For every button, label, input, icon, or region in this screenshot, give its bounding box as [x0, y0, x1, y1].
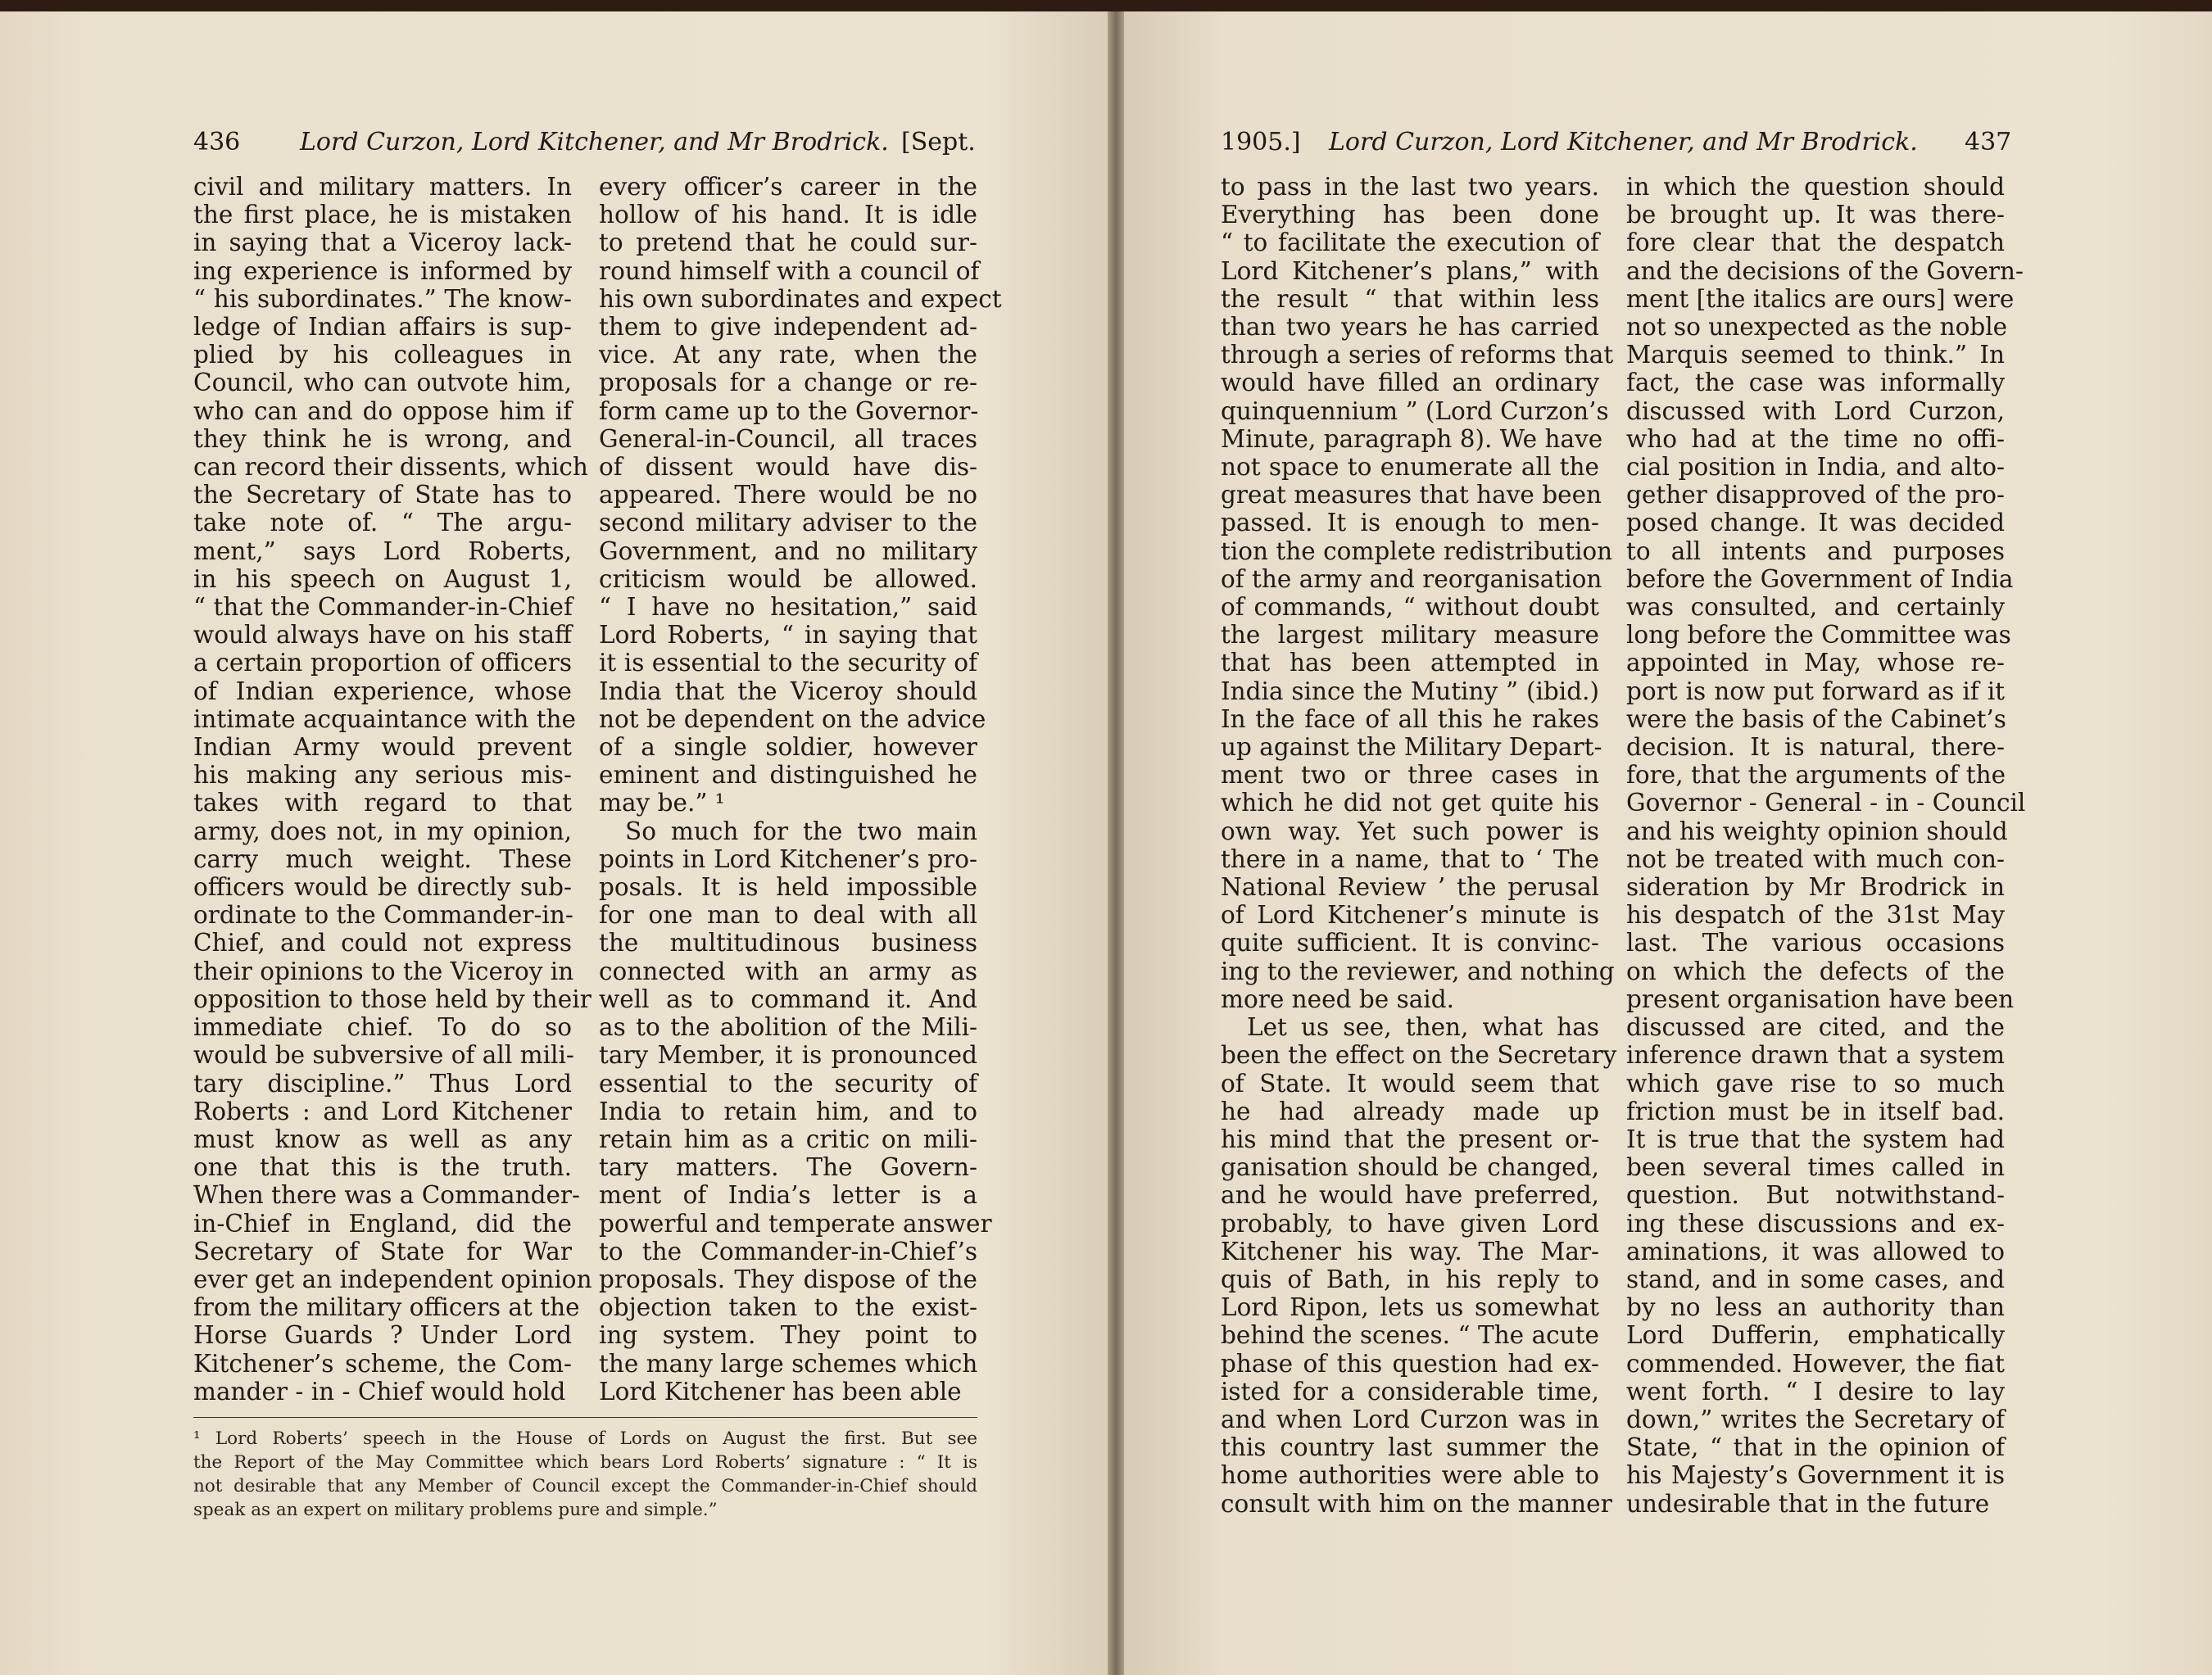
- text-line: went forth. “ I desire to lay: [1626, 1377, 2005, 1406]
- text-line: round himself with a council of: [599, 256, 980, 285]
- text-line: discussed are cited, and the: [1626, 1013, 2005, 1042]
- right-page-header: [1116, 124, 2212, 161]
- text-line: Kitchener’s scheme, the Com-: [193, 1349, 572, 1378]
- text-line: to pretend that he could sur-: [599, 229, 977, 257]
- text-line: down,” writes the Secretary of: [1626, 1405, 2005, 1433]
- text-line: Lord Roberts, “ in saying that: [599, 621, 977, 650]
- text-line: Government, and no military: [599, 536, 977, 565]
- text-line: isted for a considerable time,: [1221, 1377, 1599, 1406]
- text-line: the first place, he is mistaken: [193, 201, 572, 229]
- text-line: “ to facilitate the execution of: [1221, 229, 1599, 257]
- text-line: Governor - General - in - Council: [1626, 789, 2026, 817]
- text-line: Roberts : and Lord Kitchener: [193, 1097, 572, 1125]
- text-line: ¹ Lord Roberts’ speech in the House of Lords on August the first. But see: [193, 1428, 977, 1449]
- text-line: more need be said.: [1221, 985, 1454, 1013]
- text-line: the Report of the May Committee which bears Lord Roberts’ signature : “ It is: [193, 1452, 977, 1473]
- text-line: ing to the reviewer, and nothing: [1221, 957, 1615, 985]
- text-line: gether disapproved of the pro-: [1626, 481, 2005, 509]
- text-line: vice. At any rate, when the: [599, 341, 977, 369]
- text-line: through a series of reforms that: [1221, 341, 1614, 369]
- text-line: intimate acquaintance with the: [193, 704, 577, 733]
- text-line: his Majesty’s Government it is: [1626, 1461, 2005, 1490]
- text-line: criticism would be allowed.: [599, 564, 977, 593]
- text-line: his own subordinates and expect: [599, 284, 1002, 313]
- text-line: ordinate to the Commander-in-: [193, 901, 573, 930]
- text-line: ing these discussions and ex-: [1626, 1209, 2005, 1238]
- text-line: Lord Kitchener has been able: [599, 1377, 962, 1406]
- text-line: to pass in the last two years.: [1221, 173, 1599, 201]
- text-line: aminations, it was allowed to: [1626, 1237, 2005, 1265]
- text-line: by no less an authority than: [1626, 1293, 2005, 1322]
- text-line: the multitudinous business: [599, 929, 977, 957]
- text-line: appointed in May, whose re-: [1626, 649, 2005, 677]
- text-line: ing experience is informed by: [193, 256, 572, 285]
- text-line: can record their dissents, which: [193, 453, 588, 482]
- text-line: Chief, and could not express: [193, 929, 572, 957]
- text-line: eminent and distinguished he: [599, 761, 977, 790]
- text-line: Kitchener his way. The Mar-: [1221, 1237, 1599, 1265]
- text-line: not be treated with much con-: [1626, 844, 2005, 873]
- text-line: a certain proportion of officers: [193, 649, 572, 677]
- text-line: ganisation should be changed,: [1221, 1153, 1599, 1182]
- left-page-header: [0, 124, 1116, 161]
- text-line: of State. It would seem that: [1221, 1069, 1599, 1098]
- text-line: were the basis of the Cabinet’s: [1626, 704, 2006, 733]
- text-line: ment of India’s letter is a: [599, 1181, 977, 1210]
- text-line: port is now put forward as if it: [1626, 677, 2005, 705]
- text-line: the many large schemes which: [599, 1349, 978, 1378]
- text-line: undesirable that in the future: [1626, 1489, 1990, 1518]
- text-line: may be.” ¹: [599, 789, 725, 817]
- text-line: Council, who can outvote him,: [193, 369, 572, 397]
- right-column-2: [1626, 173, 2026, 1518]
- text-line: carry much weight. These: [193, 844, 572, 873]
- text-line: it is essential to the security of: [599, 649, 977, 677]
- text-line: take note of. “ The argu-: [193, 509, 572, 537]
- text-line: second military adviser to the: [599, 509, 977, 537]
- text-line: in which the question should: [1626, 173, 2005, 201]
- text-line: not be dependent on the advice: [599, 704, 986, 733]
- text-line: of commands, “ without doubt: [1221, 593, 1599, 622]
- text-line: would always have on his staff: [193, 621, 572, 650]
- text-line: his making any serious mis-: [193, 761, 572, 790]
- text-line: been the effect on the Secretary: [1221, 1041, 1617, 1070]
- text-line: In the face of all this he rakes: [1221, 704, 1599, 733]
- text-line: appeared. There would be no: [599, 481, 977, 509]
- text-line: his mind that the present or-: [1221, 1125, 1599, 1153]
- text-line: “ his subordinates.” The know-: [193, 284, 572, 313]
- text-line: as to the abolition of the Mili-: [599, 1013, 977, 1042]
- text-line: General-in-Council, all traces: [599, 424, 977, 453]
- text-line: proposals. They dispose of the: [599, 1265, 977, 1293]
- text-line: posals. It is held impossible: [599, 873, 977, 902]
- text-line: plied by his colleagues in: [193, 341, 572, 369]
- text-line: he had already made up: [1221, 1097, 1599, 1125]
- text-line: to the Commander-in-Chief’s: [599, 1237, 977, 1265]
- left-page: [0, 11, 1116, 1675]
- text-line: last. The various occasions: [1626, 929, 2005, 957]
- text-line: home authorities were able to: [1221, 1461, 1599, 1490]
- text-line: Everything has been done: [1221, 201, 1599, 229]
- text-line: behind the scenes. “ The acute: [1221, 1321, 1599, 1350]
- text-line: well as to command it. And: [599, 985, 977, 1013]
- right-page: [1116, 11, 2212, 1675]
- text-line: would be subversive of all mili-: [193, 1041, 574, 1070]
- text-line: not desirable that any Member of Council except the Commander-in-Chief should: [193, 1476, 977, 1496]
- text-line: essential to the security of: [599, 1069, 977, 1098]
- text-line: and the decisions of the Govern-: [1626, 256, 2024, 285]
- text-line: of Indian experience, whose: [193, 677, 572, 705]
- text-line: objection taken to the exist-: [599, 1293, 977, 1322]
- text-line: than two years he has carried: [1221, 313, 1599, 342]
- text-line: not space to enumerate all the: [1221, 453, 1599, 482]
- text-line: ing system. They point to: [599, 1321, 977, 1350]
- text-line: in his speech on August 1,: [193, 564, 572, 593]
- text-line: tion the complete redistribution: [1221, 536, 1613, 565]
- text-line: which gave rise to so much: [1626, 1069, 2005, 1098]
- text-line: ever get an independent opinion: [193, 1265, 592, 1293]
- text-line: this country last summer the: [1221, 1433, 1599, 1462]
- text-line: one that this is the truth.: [193, 1153, 572, 1182]
- text-line: from the military officers at the: [193, 1293, 580, 1322]
- text-line: India since the Mutiny ” (ibid.): [1221, 677, 1599, 705]
- text-line: immediate chief. To do so: [193, 1013, 572, 1042]
- footnote: [193, 1427, 977, 1522]
- text-line: that has been attempted in: [1221, 649, 1599, 677]
- text-line: It is true that the system had: [1626, 1125, 2005, 1153]
- right-column-1: [1221, 173, 1617, 1518]
- text-line: Horse Guards ? Under Lord: [193, 1321, 572, 1350]
- text-line: Lord Ripon, lets us somewhat: [1221, 1293, 1599, 1322]
- text-line: State, “ that in the opinion of: [1626, 1433, 2005, 1462]
- text-line: would have filled an ordinary: [1221, 369, 1599, 397]
- text-line: retain him as a critic on mili-: [599, 1125, 977, 1153]
- text-line: ment,” says Lord Roberts,: [193, 536, 572, 565]
- text-line: present organisation have been: [1626, 985, 2015, 1013]
- text-line: of Lord Kitchener’s minute is: [1221, 901, 1599, 930]
- text-line: question. But notwithstand-: [1626, 1181, 2005, 1210]
- text-line: they think he is wrong, and: [193, 424, 572, 453]
- text-line: in-Chief in England, did the: [193, 1209, 572, 1238]
- left-running-title: Lord Curzon, Lord Kitchener, and Mr Brodrick.: [300, 128, 889, 156]
- text-line: cial position in India, and alto-: [1626, 453, 2005, 482]
- text-line: form came up to the Governor-: [599, 396, 979, 425]
- text-line: for one man to deal with all: [599, 901, 977, 930]
- text-line: civil and military matters. In: [193, 173, 572, 201]
- text-line: “ I have no hesitation,” said: [599, 593, 977, 622]
- text-line: every officer’s career in the: [599, 173, 977, 201]
- text-line: not so unexpected as the noble: [1626, 313, 2008, 342]
- text-line: be brought up. It was there-: [1626, 201, 2005, 229]
- text-line: ledge of Indian affairs is sup-: [193, 313, 572, 342]
- text-line: long before the Committee was: [1626, 621, 2011, 650]
- text-line: to all intents and purposes: [1626, 536, 2005, 565]
- text-line: army, does not, in my opinion,: [193, 817, 572, 845]
- text-line: tary matters. The Govern-: [599, 1153, 977, 1182]
- text-line: in saying that a Viceroy lack-: [193, 229, 572, 257]
- text-line: phase of this question had ex-: [1221, 1349, 1599, 1378]
- text-line: and when Lord Curzon was in: [1221, 1405, 1599, 1433]
- text-line: Marquis seemed to think.” In: [1626, 341, 2005, 369]
- text-line: quite sufficient. It is convinc-: [1221, 929, 1599, 957]
- text-line: India to retain him, and to: [599, 1097, 977, 1125]
- text-line: probably, to have given Lord: [1221, 1209, 1599, 1238]
- footnote-rule: [193, 1417, 977, 1418]
- text-line: officers would be directly sub-: [193, 873, 572, 902]
- text-line: Let us see, then, what has: [1247, 1013, 1599, 1042]
- text-line: opposition to those held by their: [193, 985, 592, 1013]
- text-line: consult with him on the manner: [1221, 1489, 1612, 1518]
- text-line: before the Government of India: [1626, 564, 2014, 593]
- text-line: “ that the Commander-in-Chief: [193, 593, 573, 622]
- text-line: ment two or three cases in: [1221, 761, 1599, 790]
- text-line: the largest military measure: [1221, 621, 1599, 650]
- text-line: National Review ’ the perusal: [1221, 873, 1599, 902]
- text-line: Lord Dufferin, emphatically: [1626, 1321, 2005, 1350]
- text-line: own way. Yet such power is: [1221, 817, 1599, 845]
- text-line: of a single soldier, however: [599, 733, 977, 762]
- text-line: points in Lord Kitchener’s pro-: [599, 844, 977, 873]
- text-line: tary discipline.” Thus Lord: [193, 1069, 572, 1098]
- text-line: Secretary of State for War: [193, 1237, 572, 1265]
- text-line: fore, that the arguments of the: [1626, 761, 2006, 790]
- text-line: So much for the two main: [625, 817, 977, 845]
- text-line: mander - in - Chief would hold: [193, 1377, 566, 1406]
- text-line: Indian Army would prevent: [193, 733, 572, 762]
- text-line: and his weighty opinion should: [1626, 817, 2008, 845]
- text-line: fact, the case was informally: [1626, 369, 2005, 397]
- text-line: was consulted, and certainly: [1626, 593, 2005, 622]
- text-line: Minute, paragraph 8). We have: [1221, 424, 1603, 453]
- text-line: connected with an army as: [599, 957, 977, 985]
- text-line: of dissent would have dis-: [599, 453, 977, 482]
- text-line: friction must be in itself bad.: [1626, 1097, 2005, 1125]
- left-column-1: [193, 173, 592, 1406]
- text-line: passed. It is enough to men-: [1221, 509, 1599, 537]
- text-line: When there was a Commander-: [193, 1181, 580, 1210]
- text-line: hollow of his hand. It is idle: [599, 201, 977, 229]
- text-line: on which the defects of the: [1626, 957, 2005, 985]
- text-line: and he would have preferred,: [1221, 1181, 1599, 1210]
- text-line: speak as an expert on military problems pure and simple.”: [193, 1500, 718, 1520]
- text-line: them to give independent ad-: [599, 313, 977, 342]
- text-line: of the army and reorganisation: [1221, 564, 1602, 593]
- text-line: there in a name, that to ‘ The: [1221, 844, 1599, 873]
- right-page-number: 437: [1965, 128, 2012, 156]
- text-line: decision. It is natural, there-: [1626, 733, 2005, 762]
- text-line: the result “ that within less: [1221, 284, 1599, 313]
- text-line: who had at the time no offi-: [1626, 424, 2005, 453]
- text-line: stand, and in some cases, and: [1626, 1265, 2005, 1293]
- text-line: his despatch of the 31st May: [1626, 901, 2005, 930]
- right-date-marker: 1905.]: [1221, 128, 1301, 156]
- text-line: who can and do oppose him if: [193, 396, 572, 425]
- text-line: great measures that have been: [1221, 481, 1602, 509]
- text-line: ment [the italics are ours] were: [1626, 284, 2015, 313]
- text-line: discussed with Lord Curzon,: [1626, 396, 2005, 425]
- text-line: their opinions to the Viceroy in: [193, 957, 574, 985]
- text-line: quis of Bath, in his reply to: [1221, 1265, 1599, 1293]
- text-line: been several times called in: [1626, 1153, 2005, 1182]
- text-line: posed change. It was decided: [1626, 509, 2005, 537]
- text-line: fore clear that the despatch: [1626, 229, 2005, 257]
- text-line: tary Member, it is pronounced: [599, 1041, 977, 1070]
- text-line: India that the Viceroy should: [599, 677, 977, 705]
- text-line: powerful and temperate answer: [599, 1209, 992, 1238]
- text-line: sideration by Mr Brodrick in: [1626, 873, 2005, 902]
- text-line: the Secretary of State has to: [193, 481, 572, 509]
- text-line: Lord Kitchener’s plans,” with: [1221, 256, 1599, 285]
- text-line: commended. However, the fiat: [1626, 1349, 2005, 1378]
- text-line: takes with regard to that: [193, 789, 572, 817]
- text-line: inference drawn that a system: [1626, 1041, 2005, 1070]
- text-line: proposals for a change or re-: [599, 369, 977, 397]
- text-line: quinquennium ” (Lord Curzon’s: [1221, 396, 1609, 425]
- left-date-marker: [Sept.: [901, 128, 976, 156]
- text-line: up against the Military Depart-: [1221, 733, 1602, 762]
- right-running-title: Lord Curzon, Lord Kitchener, and Mr Brodrick.: [1329, 128, 1918, 156]
- left-column-2: [599, 173, 1002, 1406]
- left-page-number: 436: [193, 128, 241, 156]
- text-line: which he did not get quite his: [1221, 789, 1599, 817]
- book-gutter: [1108, 11, 1124, 1675]
- text-line: must know as well as any: [193, 1125, 572, 1153]
